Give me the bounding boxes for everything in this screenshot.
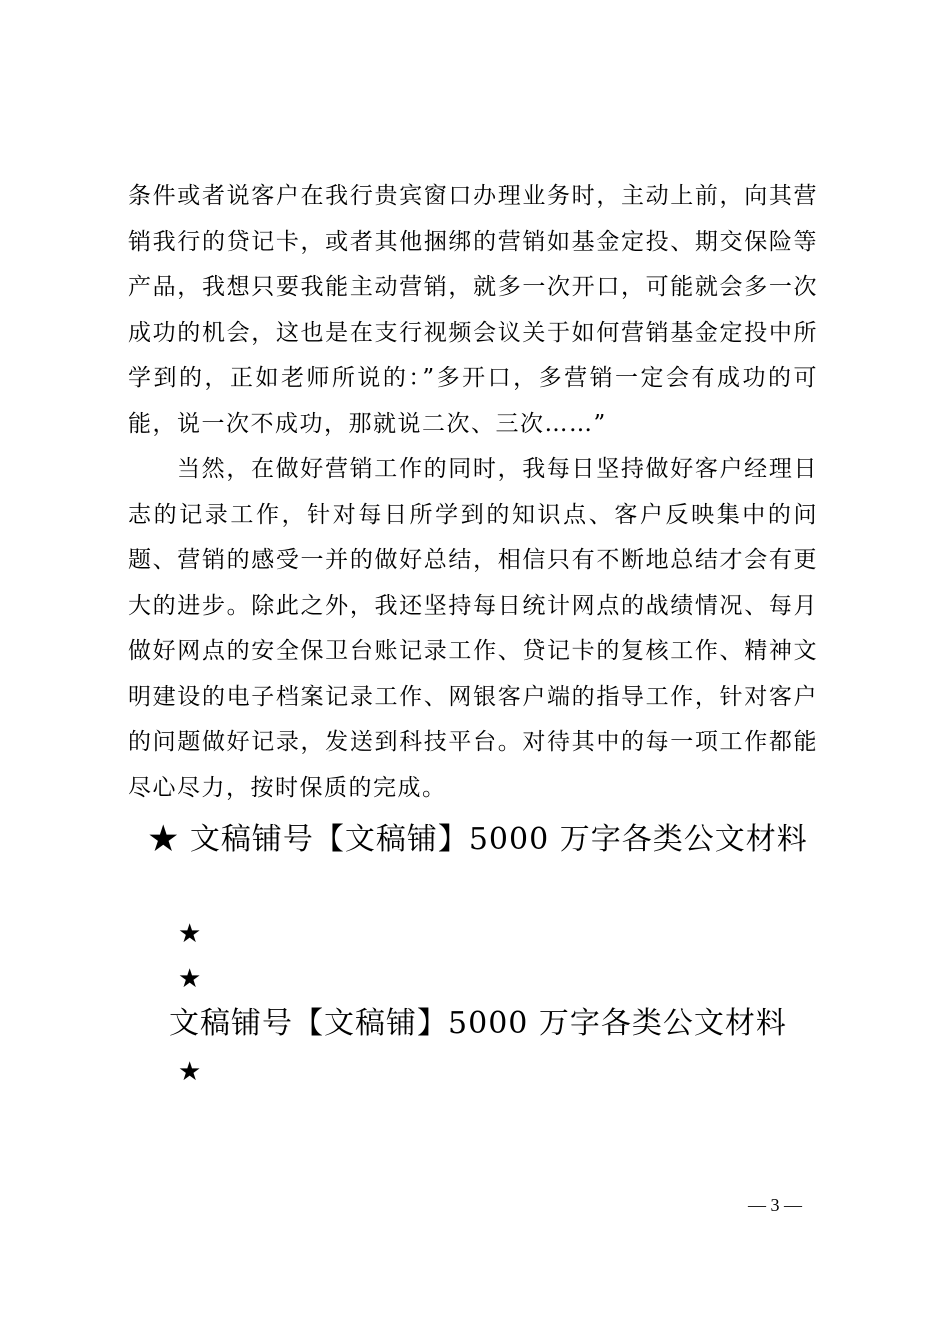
paragraph-1: 条件或者说客户在我行贵宾窗口办理业务时，主动上前，向其营销我行的贷记卡，或者其他捆绑的营销如基金定投、期交保险等产品，我想只要我能主动营销，就多一次开口，可能就会多一次成功的机会，这也是在支行视频会议关于如何营销基金定投中所学到的，正如老师所说的：”多开口，多营销一定会有成功的可能，说一次不成功，那就说二次、三次……” bbox=[128, 183, 818, 437]
star-icon: ★ bbox=[178, 919, 202, 949]
star-icon: ★ bbox=[178, 964, 202, 994]
body-text bbox=[128, 174, 818, 811]
paragraph-2: 当然，在做好营销工作的同时，我每日坚持做好客户经理日志的记录工作，针对每日所学到的知识点、客户反映集中的问题、营销的感受一并的做好总结，相信只有不断地总结才会有更大的进步。除此之外，我还坚持每日统计网点的战绩情况、每月做好网点的安全保卫台账记录工作、贷记卡的复核工作、精神文明建设的电子档案记录工作、网银客户端的指导工作，针对客户的问题做好记录，发送到科技平台。对待其中的每一项工作都能尽心尽力，按时保质的完成。 bbox=[128, 456, 818, 801]
star-icon: ★ bbox=[178, 1057, 202, 1087]
promo-banner-1: ★ 文稿铺号【文稿铺】5000 万字各类公文材料 bbox=[148, 822, 808, 857]
page-number: — 3 — bbox=[748, 1195, 802, 1215]
promo-banner-2: 文稿铺号【文稿铺】5000 万字各类公文材料 bbox=[169, 1006, 787, 1041]
